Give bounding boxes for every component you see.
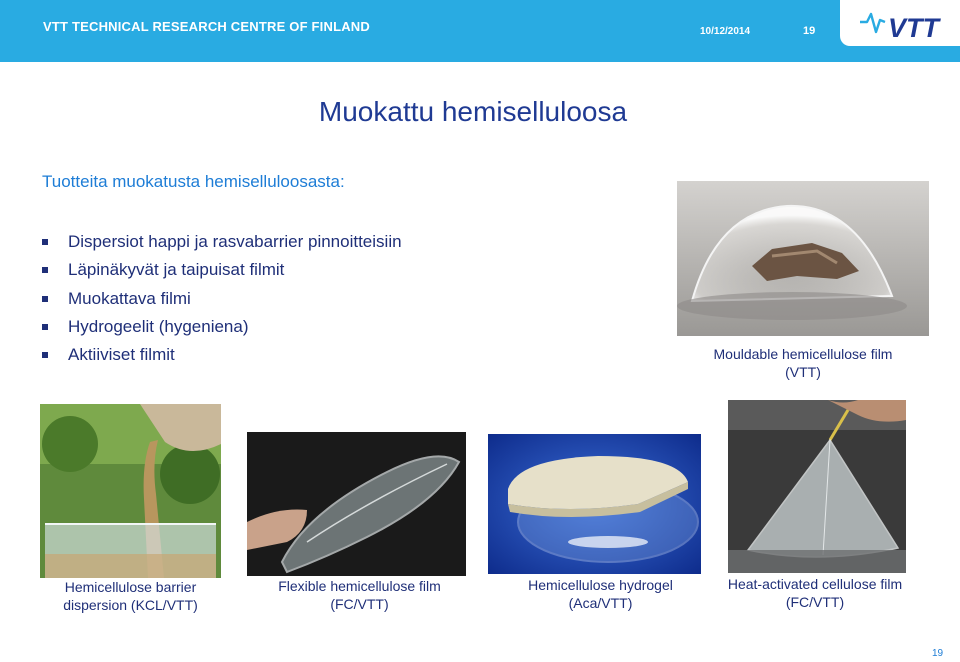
bullet-text: Hydrogeelit (hygeniena) xyxy=(68,317,249,337)
bullet-square-icon xyxy=(42,267,48,273)
slide-subtitle: Tuotteita muokatusta hemiselluloosasta: xyxy=(42,172,345,191)
bullet-item xyxy=(42,256,402,284)
organization-name: VTT TECHNICAL RESEARCH CENTRE OF FINLAND xyxy=(43,19,370,34)
bullet-text: Aktiiviset filmit xyxy=(68,345,175,365)
bullet-square-icon xyxy=(42,352,48,358)
caption-hydrogel xyxy=(488,576,713,612)
caption-line: dispersion (KCL/VTT) xyxy=(63,597,198,613)
bullet-square-icon xyxy=(42,324,48,330)
photo-heat-activated-film xyxy=(728,400,906,573)
photo-hydrogel xyxy=(488,434,701,574)
caption-line: Mouldable hemicellulose film xyxy=(713,346,893,362)
bullet-text: Muokattava filmi xyxy=(68,288,191,308)
caption-line: (FC/VTT) xyxy=(330,596,389,612)
caption-line: Hemicellulose barrier xyxy=(64,579,197,595)
caption-line: (VTT) xyxy=(785,364,821,380)
logo-text: VTT xyxy=(888,13,939,42)
bullet-item xyxy=(42,313,402,341)
header-bar xyxy=(0,0,960,62)
bullet-item xyxy=(42,285,402,313)
vtt-logo-icon xyxy=(858,6,952,42)
vtt-logo xyxy=(840,0,960,46)
caption-line: Heat-activated cellulose film xyxy=(727,576,903,592)
bullet-list xyxy=(42,228,402,369)
caption-line: Hemicellulose hydrogel xyxy=(528,577,673,593)
caption-heat xyxy=(720,575,910,611)
photo-barrier-dispersion xyxy=(40,404,221,578)
bullet-text: Läpinäkyvät ja taipuisat filmit xyxy=(68,260,285,280)
caption-dispersion xyxy=(40,578,221,614)
caption-mouldable xyxy=(677,345,929,381)
bullet-square-icon xyxy=(42,296,48,302)
bullet-text: Dispersiot happi ja rasvabarrier pinnoitteisiin xyxy=(68,232,402,252)
caption-line: (FC/VTT) xyxy=(785,594,845,610)
photo-flexible-film xyxy=(247,432,466,576)
bullet-square-icon xyxy=(42,239,48,245)
header-page-number: 19 xyxy=(803,25,816,37)
footer-page-number: 19 xyxy=(932,648,944,659)
bullet-item xyxy=(42,341,402,369)
caption-line: (Aca/VTT) xyxy=(568,595,633,611)
slide-title: Muokattu hemiselluloosa xyxy=(318,96,628,127)
caption-line: Flexible hemicellulose film xyxy=(278,578,441,594)
photo-mouldable-film xyxy=(677,181,929,336)
slide-date: 10/12/2014 xyxy=(700,26,751,37)
bullet-item xyxy=(42,228,402,256)
caption-flexible xyxy=(247,577,472,613)
